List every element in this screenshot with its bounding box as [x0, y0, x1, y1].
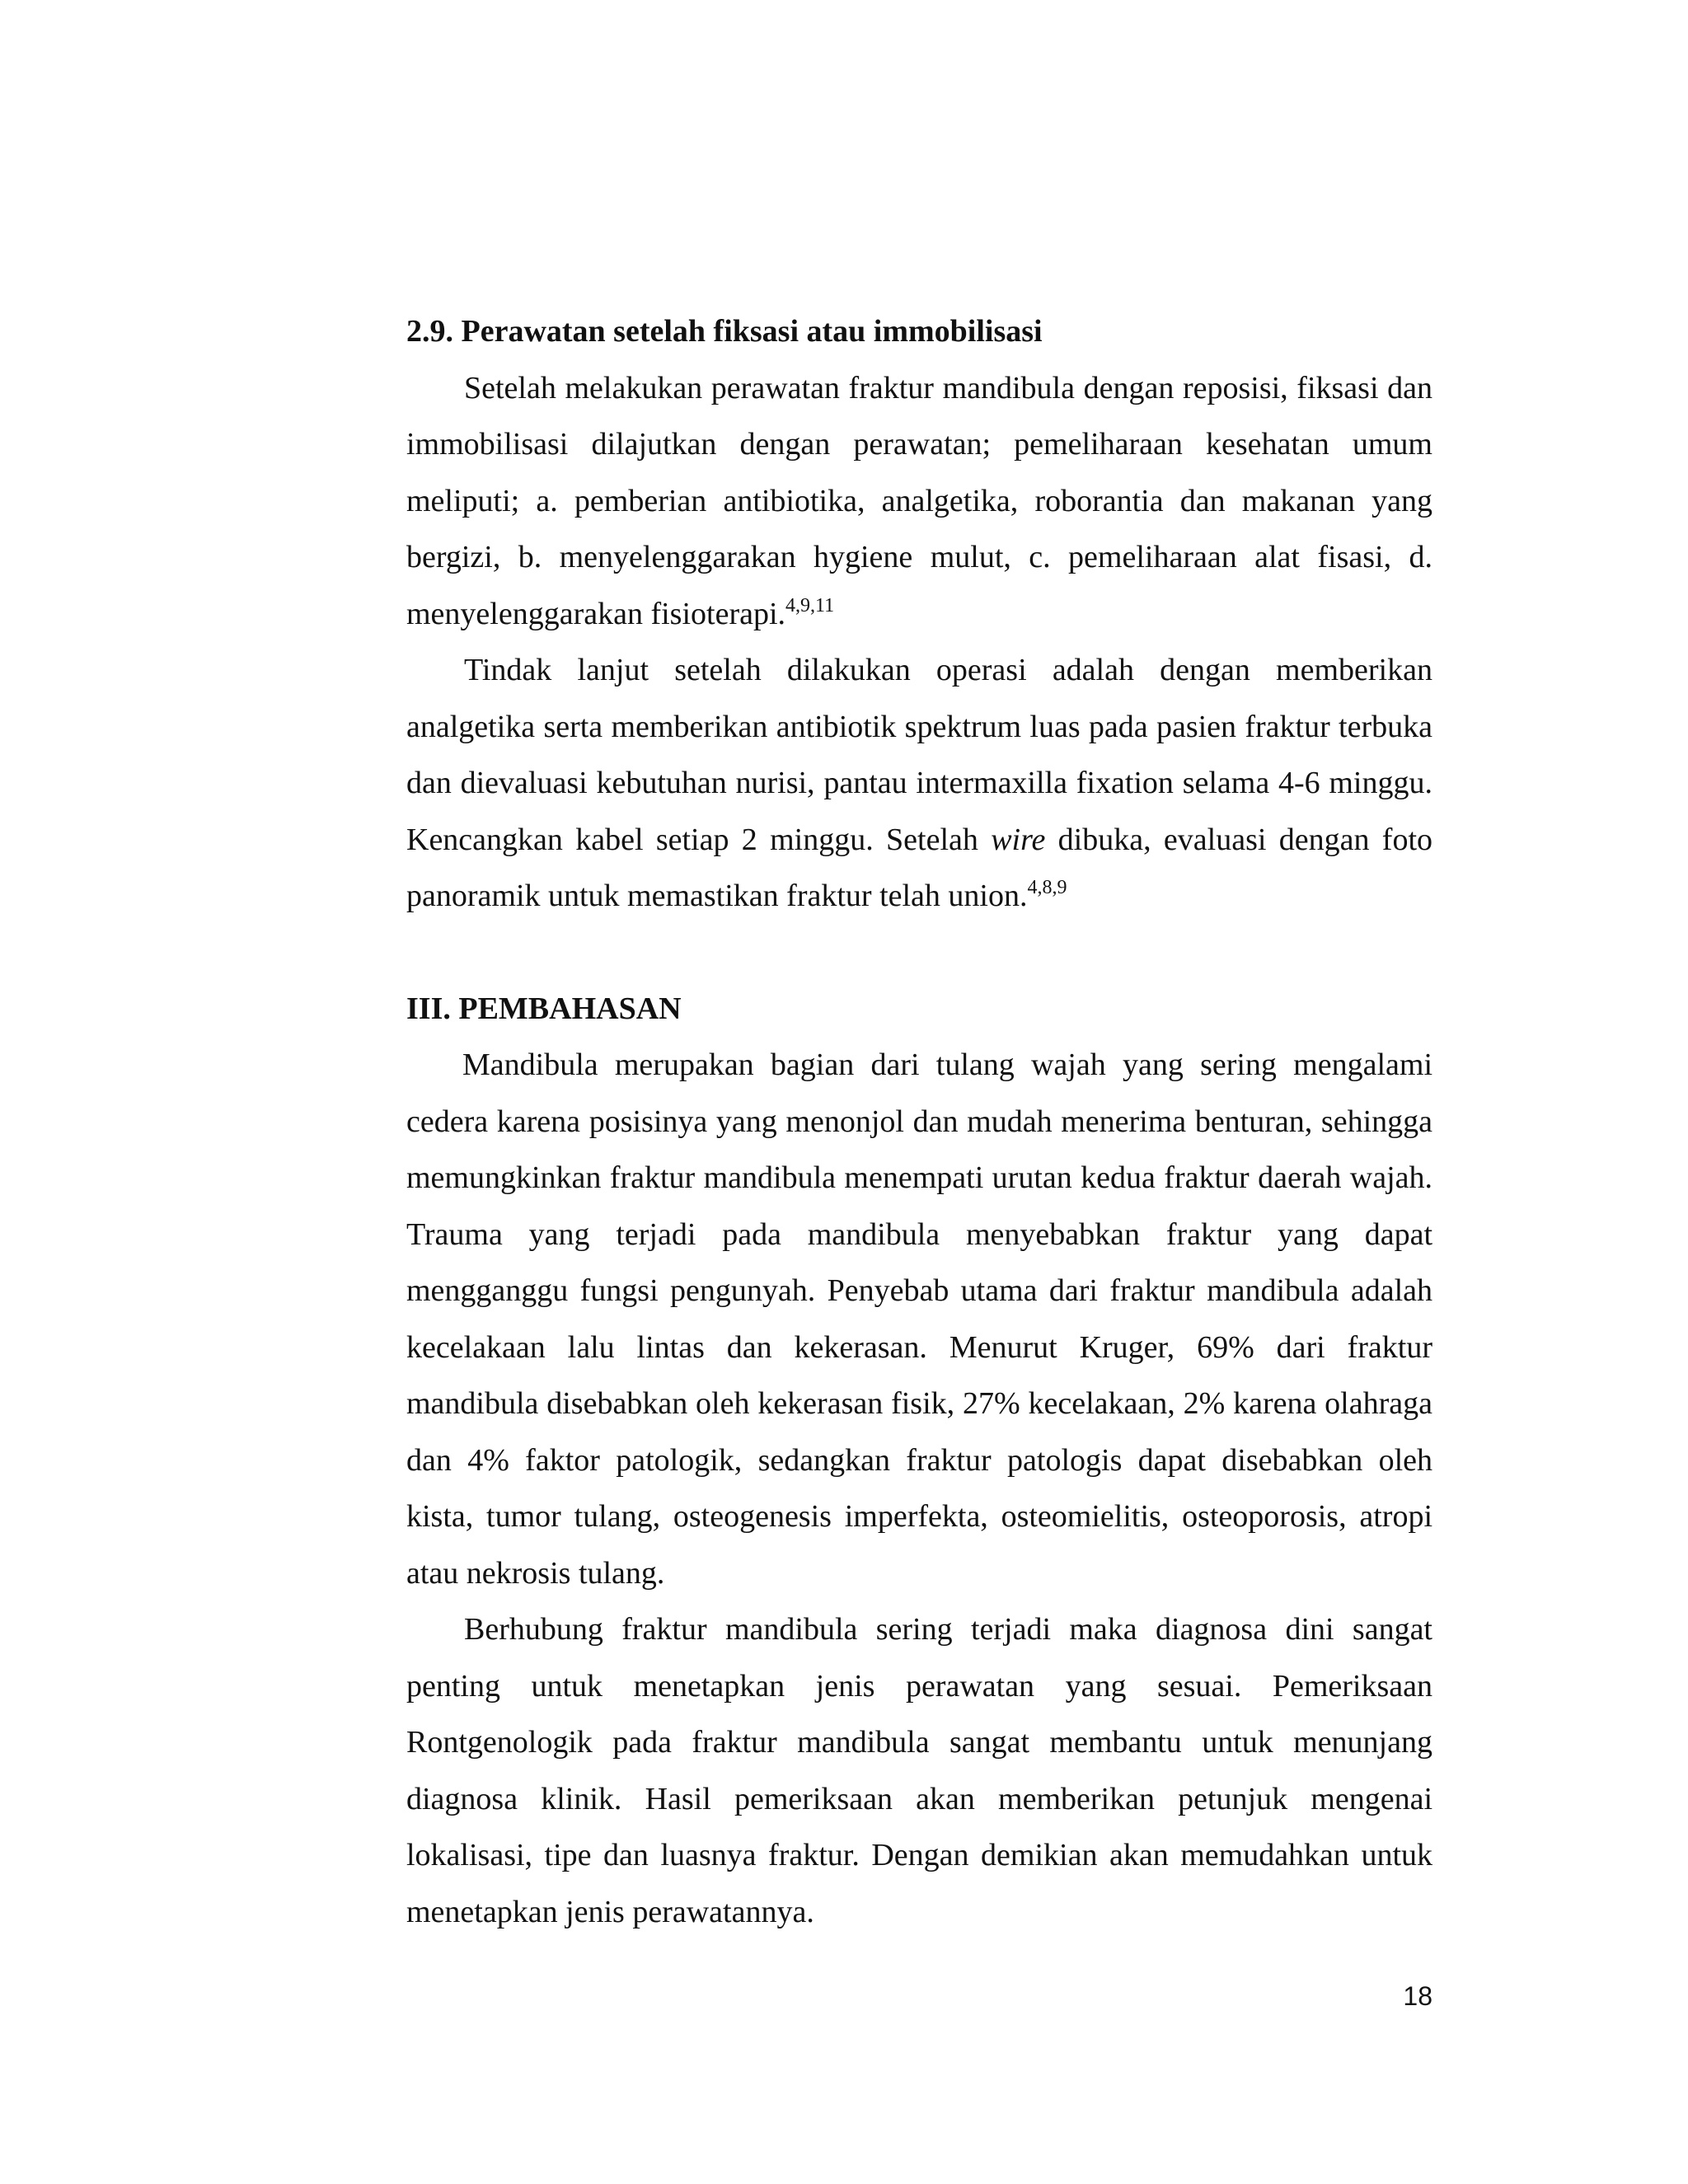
citation-superscript: 4,9,11: [785, 594, 835, 616]
paragraph-discussion-diagnosis: Berhubung fraktur mandibula sering terjadi maka diagnosa dini sangat penting untuk menetapkan jenis perawatan yang sesuai. Pemeriksaan Rontgenologik pada fraktur mandibula sangat membantu untuk menunjang diagnosa klinik. Hasil pemeriksaan akan memberikan petunjuk mengenai lokalisasi, tipe dan luasnya fraktur. Dengan demikian akan memudahkan untuk menetapkan jenis perawatannya.: [406, 1612, 1432, 1929]
italic-term-wire: wire: [991, 822, 1046, 857]
section-heading-pembahasan: III. PEMBAHASAN: [406, 991, 682, 1026]
page-body: [406, 303, 1432, 1940]
section-spacer: [406, 925, 1432, 981]
citation-superscript: 4,8,9: [1027, 877, 1067, 898]
paragraph-aftercare: [406, 360, 1432, 643]
page-number: 18: [1403, 1981, 1432, 2011]
paragraph-follow-up: [406, 642, 1432, 925]
paragraph-aftercare-text: Setelah melakukan perawatan fraktur mandibula dengan reposisi, fiksasi dan immobilisasi dilajutkan dengan perawatan; pemeliharaan kesehatan umum meliputi; a. pemberian antibiotika, analgetika, roborantia dan makanan yang bergizi, b. menyelenggarakan hygiene mulut, c. pemeliharaan alat fisasi, d. menyelenggarakan fisioterapi.: [406, 370, 1432, 631]
paragraph-follow-up-text-end: dibuka, evaluasi dengan foto panoramik untuk memastikan fraktur telah union.: [406, 822, 1432, 913]
paragraph-follow-up-text-start: Tindak lanjut setelah dilakukan operasi adalah dengan memberikan analgetika serta memberikan antibiotik spektrum luas pada pasien fraktur terbuka dan dievaluasi kebutuhan nurisi, pantau intermaxilla fixation selama 4-6 minggu. Kencangkan kabel setiap 2 minggu. Setelah: [406, 653, 1432, 857]
section-heading-2-9: 2.9. Perawatan setelah fiksasi atau immobilisasi: [406, 314, 1043, 349]
paragraph-discussion-mandibula: Mandibula merupakan bagian dari tulang wajah yang sering mengalami cedera karena posisinya yang menonjol dan mudah menerima benturan, sehingga memungkinkan fraktur mandibula menempati urutan kedua fraktur daerah wajah. Trauma yang terjadi pada mandibula menyebabkan fraktur yang dapat mengganggu fungsi pengunyah. Penyebab utama dari fraktur mandibula adalah kecelakaan lalu lintas dan kekerasan. Menurut Kruger, 69% dari fraktur mandibula disebabkan oleh kekerasan fisik, 27% kecelakaan, 2% karena olahraga dan 4% faktor patologik, sedangkan fraktur patologis dapat disebabkan oleh kista, tumor tulang, osteogenesis imperfekta, osteomielitis, osteoporosis, atropi atau nekrosis tulang.: [406, 1047, 1432, 1591]
